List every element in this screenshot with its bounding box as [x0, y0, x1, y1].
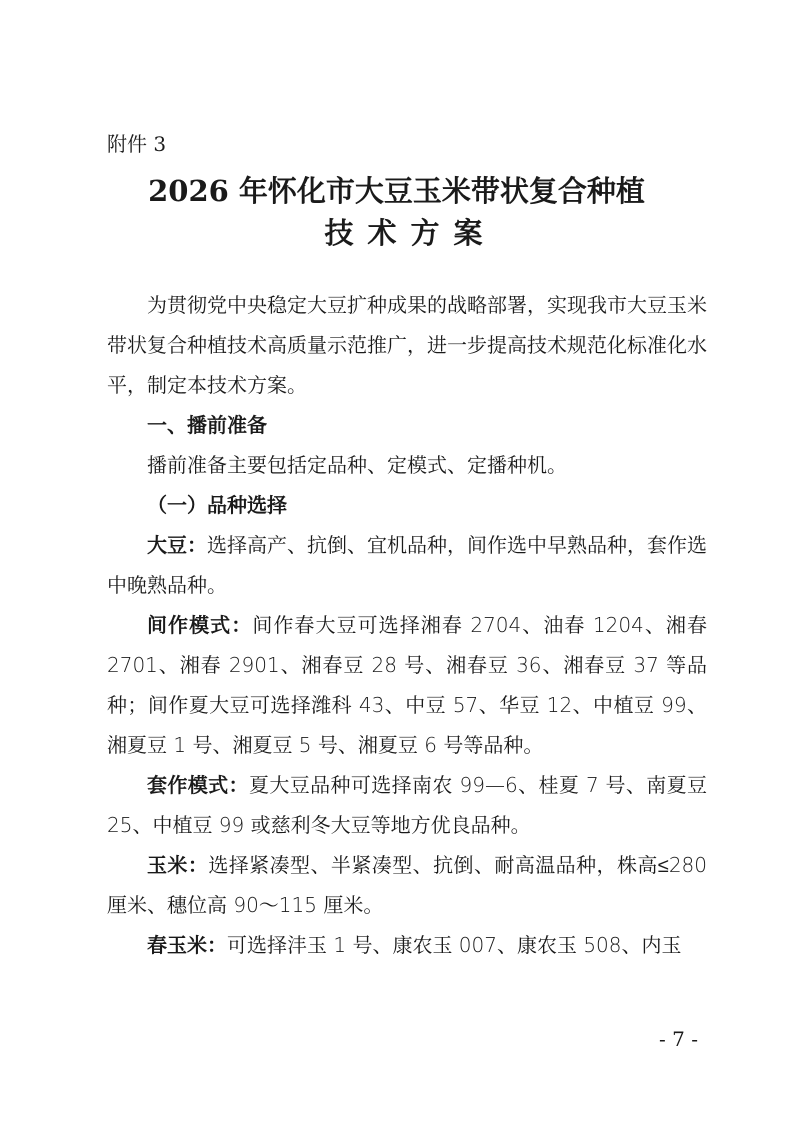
document-title-line-1: 2026 年怀化市大豆玉米带状复合种植 — [148, 174, 645, 208]
soybean-text: 选择高产、抗倒、宜机品种，间作选中早熟品种，套作选中晚熟品种。 — [107, 533, 707, 597]
spring-corn-text: 可选择沣玉 1 号、康农玉 007、康农玉 508、内玉 — [227, 933, 682, 957]
relay-text: 夏大豆品种可选择南农 99—6、桂夏 7 号、南夏豆 25、中植豆 99 或慈利冬大豆等地方优良品种。 — [107, 773, 707, 837]
soybean-lead: 大豆： — [147, 533, 207, 557]
relay-lead: 套作模式： — [147, 773, 249, 797]
soybean-paragraph — [107, 525, 707, 605]
spring-corn-paragraph — [107, 925, 707, 965]
corn-lead: 玉米： — [147, 853, 209, 877]
document-title-line-2: 技术方案 — [324, 216, 497, 250]
intercrop-text: 间作春大豆可选择湘春 2704、油春 1204、湘春 2701、湘春 2901、湘春豆 28 号、湘春豆 36、湘春豆 37 等品种；间作夏大豆可选择潍科 43、中豆 57、华豆 12、中植豆 99、湘夏豆 1 号、湘夏豆 5 号、湘夏豆 6 号等品种。 — [107, 613, 707, 757]
section-preparation-text: 播前准备主要包括定品种、定模式、定播种机。 — [147, 453, 567, 477]
relay-paragraph — [107, 765, 707, 845]
intercrop-paragraph — [107, 605, 707, 765]
corn-text: 选择紧凑型、半紧凑型、抗倒、耐高温品种，株高≤280 厘米、穗位高 90～115 厘米。 — [107, 853, 708, 917]
page-number: - 7 - — [659, 1027, 698, 1051]
attachment-label: 附件 3 — [107, 132, 167, 156]
corn-paragraph — [107, 845, 707, 925]
spring-corn-lead: 春玉米： — [147, 933, 227, 957]
document-body — [107, 285, 707, 965]
subsection-heading-variety: （一）品种选择 — [147, 493, 287, 517]
intercrop-lead: 间作模式： — [147, 613, 253, 637]
intro-paragraph: 为贯彻党中央稳定大豆扩种成果的战略部署，实现我市大豆玉米带状复合种植技术高质量示范推广，进一步提高技术规范化标准化水平，制定本技术方案。 — [107, 293, 707, 397]
section-heading-preparation: 一、播前准备 — [147, 413, 267, 437]
